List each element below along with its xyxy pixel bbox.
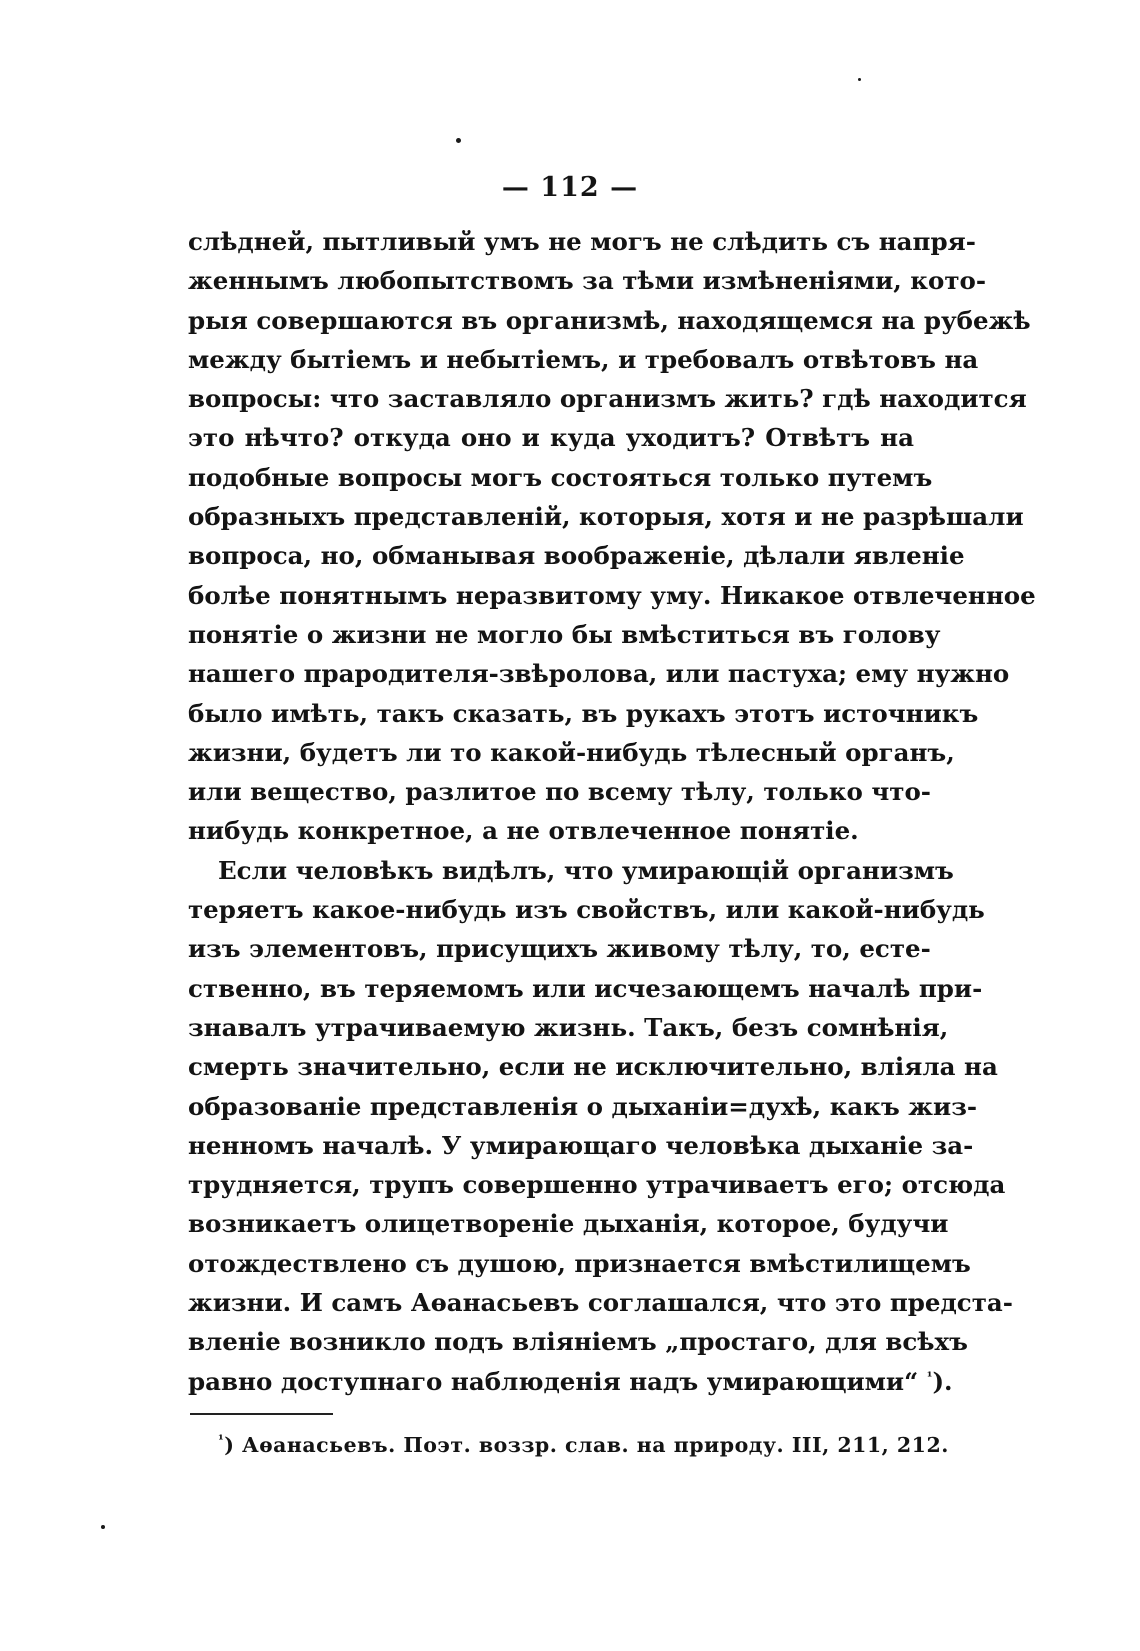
footnote-reference: ¹ [926, 1369, 933, 1385]
text-line: рыя совершаются въ организмѣ, находящемся на рубежѣ [188, 305, 1031, 335]
text-line: понятіе о жизни не могло бы вмѣститься въ голову [188, 619, 941, 649]
footnote-text: ) Аѳанасьевъ. Поэт. воззр. слав. на природу. III, 211, 212. [224, 1433, 949, 1457]
text-line: нашего прародителя-звѣролова, или пастуха; ему нужно [188, 659, 1010, 689]
text-line: между бытіемъ и небытіемъ, и требовалъ отвѣтовъ на [188, 344, 979, 374]
main-text [188, 222, 1036, 1401]
print-speck [858, 78, 861, 81]
print-speck [101, 1525, 105, 1529]
text-line: было имѣть, такъ сказать, въ рукахъ этотъ источникъ [188, 698, 979, 728]
print-speck [456, 138, 461, 143]
text-line: трудняется, трупъ совершенно утрачиваетъ его; отсюда [188, 1170, 1006, 1200]
text-line: смерть значительно, если не исключительно, вліяла на [188, 1052, 998, 1082]
text-line: женнымъ любопытствомъ за тѣми измѣненіями, кото- [188, 266, 987, 296]
text-line: слѣдней, пытливый умъ не могъ не слѣдить съ напря- [188, 227, 976, 256]
text-line-final [188, 1362, 953, 1401]
text-line: нибудь конкретное, а не отвлеченное понятіе. [188, 816, 859, 846]
text-line: образованіе представленія о дыханіи=духѣ, какъ жиз- [188, 1091, 978, 1121]
text-line: возникаетъ олицетвореніе дыханія, которое, будучи [188, 1209, 949, 1239]
footnote-mark: ¹ [218, 1433, 225, 1449]
text-line: изъ элементовъ, присущихъ живому тѣлу, то, есте- [188, 934, 931, 964]
text-line: это нѣчто? откуда оно и куда уходитъ? Отвѣтъ на [188, 423, 914, 453]
text-line: вопросы: что заставляло организмъ жить? гдѣ находится [188, 384, 1027, 414]
text-line: знавалъ утрачиваемую жизнь. Такъ, безъ сомнѣнія, [188, 1012, 949, 1042]
text-line: жизни. И самъ Аѳанасьевъ соглашался, что это предста- [188, 1288, 1013, 1318]
paragraph-2 [188, 851, 1013, 1401]
paragraph-1 [188, 222, 1036, 851]
text-line: отождествлено съ душою, признается вмѣстилищемъ [188, 1248, 971, 1278]
text-line: ственно, въ теряемомъ или исчезающемъ началѣ при- [188, 973, 983, 1003]
footnote [218, 1433, 949, 1457]
text-line: жизни, будетъ ли то какой-нибудь тѣлесный органъ, [188, 737, 955, 767]
text-line: теряетъ какое-нибудь изъ свойствъ, или какой-нибудь [188, 895, 985, 925]
text-line: вопроса, но, обманывая воображеніе, дѣлали явленіе [188, 541, 965, 571]
text-line: Если человѣкъ видѣлъ, что умирающій организмъ [218, 855, 954, 885]
footnote-divider [190, 1413, 333, 1415]
text-line: болѣе понятнымъ неразвитому уму. Никакое отвлеченное [188, 580, 1036, 610]
text-line: ненномъ началѣ. У умирающаго человѣка дыханіе за- [188, 1130, 974, 1160]
text-line: или вещество, разлитое по всему тѣлу, только что- [188, 777, 931, 807]
text-line-final-tail: ). [932, 1366, 953, 1396]
text-line: подобные вопросы могъ состояться только путемъ [188, 462, 933, 492]
text-line-final-body: равно доступнаго наблюденія надъ умирающими“ [188, 1366, 919, 1396]
text-line: образныхъ представленій, которыя, хотя и не разрѣшали [188, 502, 1024, 532]
text-line: вленіе возникло подъ вліяніемъ „простаго, для всѣхъ [188, 1327, 968, 1357]
page-number: — 112 — [501, 172, 639, 203]
